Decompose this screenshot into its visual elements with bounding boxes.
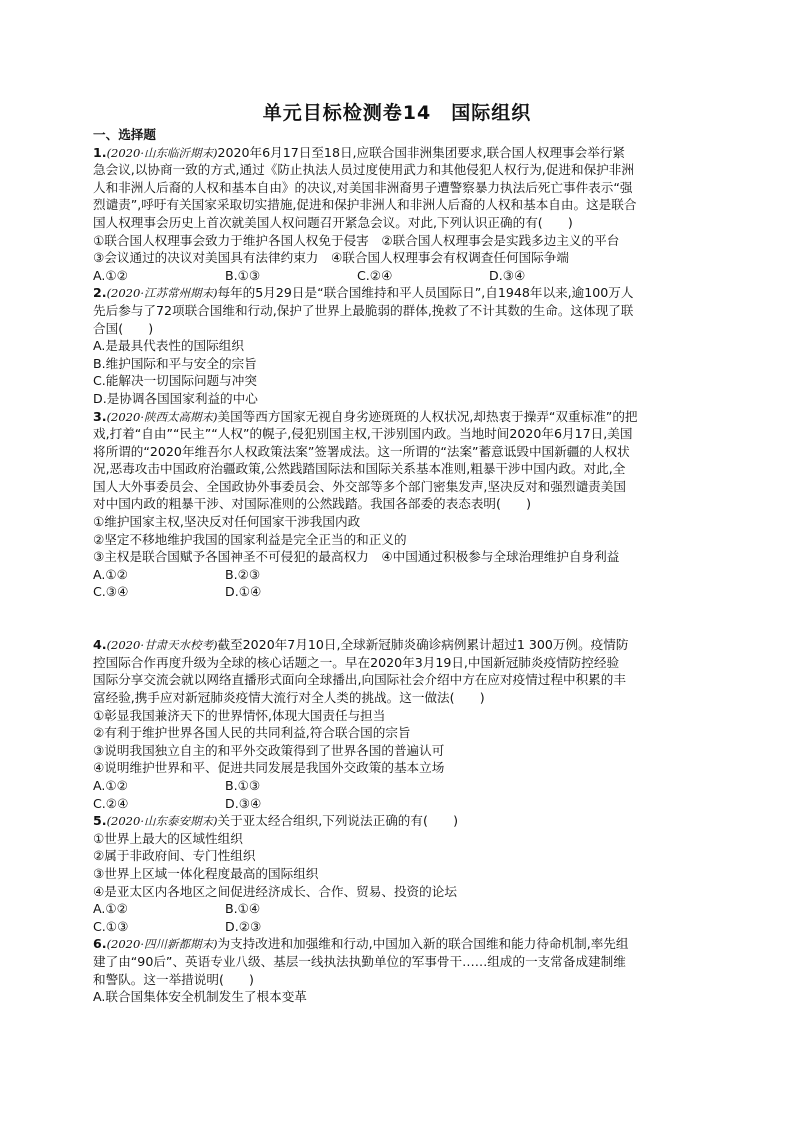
question-source: (2020·甘肃天水校考) (106, 638, 218, 653)
option-b: B.维护国际和平与安全的宗旨 (93, 355, 257, 371)
answer-options-row-2 (93, 795, 703, 813)
statement-item: ③主权是联合国赋予各国神圣不可侵犯的最高权力 ④中国通过积极参与全球治理维护自身利益 (93, 549, 620, 565)
option-a: A.①② (93, 777, 128, 793)
question-text: 美国等西方国家无视自身劣迹斑斑的人权状况,却热衷于操弄“双重标准”的把 (217, 408, 638, 424)
question-6 (93, 935, 703, 1005)
answer-options (93, 267, 703, 285)
question-text: 况,恶毒攻击中国政府治疆政策,公然践踏国际法和国际关系基本准则,粗暴干涉中国内政。对此,全 (93, 461, 626, 477)
question-text: 烈谴责”,呼吁有关国家采取切实措施,促进和保护非洲人和非洲人后裔的人权和基本自由。这是联合 (93, 197, 637, 213)
question-number: 4. (93, 637, 107, 653)
question-line (93, 284, 703, 302)
statement-item: ③世界上区域一体化程度最高的国际组织 (93, 865, 319, 881)
question-source: (2020·陕西太高期末) (106, 409, 218, 424)
option-d: D.是协调各国国家利益的中心 (93, 390, 258, 406)
question-text: 建了由“90后”、英语专业八级、基层一线执法执勤单位的军事骨干……组成的一支常备成建制维 (93, 953, 626, 969)
exam-content (93, 126, 703, 1006)
statement-item: ③说明我国独立自主的和平外交政策得到了世界各国的普遍认可 (93, 742, 445, 758)
question-source: (2020·山东临沂期末) (106, 145, 218, 160)
question-text: 关于亚太经合组织,下列说法正确的有( ) (217, 813, 458, 829)
statement-item: ②属于非政府间、专门性组织 (93, 848, 256, 864)
question-text: 国人大外事委员会、全国政协外事委员会、外交部等多个部门密集发声,坚决反对和强烈谴责美国 (93, 478, 626, 494)
question-number: 1. (93, 144, 107, 160)
answer-options-row-1 (93, 777, 703, 795)
statement-item: ③会议通过的决议对美国具有法律约束力 ④联合国人权理事会有权调查任何国际争端 (93, 250, 569, 266)
statement-item: ②坚定不移地维护我国的国家利益是完全正当的和正义的 (93, 531, 407, 547)
question-source: (2020·江苏常州期末) (106, 286, 218, 301)
question-line (93, 636, 703, 654)
option-c: C.②④ (357, 267, 393, 283)
section-heading: 一、选择题 (93, 127, 156, 142)
question-line (93, 935, 703, 953)
option-a: A.联合国集体安全机制发生了根本变革 (93, 989, 307, 1005)
question-source: (2020·山东泰安期末) (106, 814, 218, 829)
option-d: D.③④ (489, 267, 526, 283)
option-a: A.①② (93, 267, 128, 283)
question-1 (93, 144, 703, 285)
option-c: C.①③ (93, 918, 129, 934)
question-number: 2. (93, 285, 107, 301)
statement-item: ④说明维护世界和平、促进共同发展是我国外交政策的基本立场 (93, 760, 445, 776)
question-4 (93, 636, 703, 812)
option-d: D.①④ (225, 584, 262, 600)
option-b: B.①④ (225, 901, 261, 917)
question-text: 2020年6月17日至18日,应联合国非洲集团要求,联合国人权理事会举行紧 (217, 144, 626, 160)
question-line (93, 812, 703, 830)
statement-item: ①世界上最大的区域性组织 (93, 830, 243, 846)
question-number: 5. (93, 813, 107, 829)
statement-item: ①联合国人权理事会致力于维护各国人权免于侵害 ②联合国人权理事会是实践多边主义的平台 (93, 232, 620, 248)
question-number: 6. (93, 936, 107, 952)
option-c: C.能解决一切国际问题与冲突 (93, 373, 257, 389)
question-text: 国人权理事会历史上首次就美国人权问题召开紧急会议。对此,下列认识正确的有( ) (93, 214, 573, 230)
question-2 (93, 284, 703, 407)
answer-options-row-2 (93, 583, 703, 601)
question-text: 戏,打着“自由”“民主”“人权”的幌子,侵犯别国主权,干涉别国内政。当地时间2020年6月17日,美国 (93, 426, 633, 442)
question-number: 3. (93, 408, 107, 424)
option-a: A.是最具代表性的国际组织 (93, 338, 244, 354)
option-c: C.②④ (93, 795, 129, 811)
option-a: A.①② (93, 566, 128, 582)
option-d: D.②③ (225, 918, 262, 934)
question-text: 合国( ) (93, 320, 154, 336)
option-b: B.①③ (225, 777, 261, 793)
question-text: 截至2020年7月10日,全球新冠肺炎确诊病例累计超过1 300万例。疫情防 (217, 637, 629, 653)
option-a: A.①② (93, 901, 128, 917)
answer-options-row-1 (93, 900, 703, 918)
statement-item: ①维护国家主权,坚决反对任何国家干涉我国内政 (93, 514, 361, 530)
spacer (93, 619, 703, 637)
option-c: C.③④ (93, 584, 129, 600)
question-line (93, 408, 703, 426)
statement-item: ④是亚太区内各地区之间促进经济成长、合作、贸易、投资的论坛 (93, 883, 457, 899)
question-text: 对中国内政的粗暴干涉、对国际准则的公然践踏。我国各部委的表态表明( ) (93, 496, 532, 512)
question-text: 先后参与了72项联合国维和行动,保护了世界上最脆弱的群体,挽救了不计其数的生命。这体现了联 (93, 302, 634, 318)
question-text: 每年的5月29日是“联合国维持和平人员国际日”,自1948年以来,逾100万人 (217, 285, 634, 301)
question-line (93, 144, 703, 162)
page-title: 单元目标检测卷14 国际组织 (262, 102, 532, 124)
question-text: 急会议,以协商一致的方式,通过《防止执法人员过度使用武力和其他侵犯人权行为,促进和保护非洲 (93, 162, 634, 178)
answer-options-row-1 (93, 566, 703, 584)
option-d: D.③④ (225, 795, 262, 811)
statement-item: ①彰显我国兼济天下的世界情怀,体现大国责任与担当 (93, 707, 386, 723)
question-text: 为支持改进和加强维和行动,中国加入新的联合国维和能力待命机制,率先组 (217, 936, 629, 952)
question-5 (93, 812, 703, 935)
question-text: 人和非洲人后裔的人权和基本自由》的决议,对美国非洲裔男子遭警察暴力执法后死亡事件表示“强 (93, 179, 633, 195)
question-source: (2020·四川新都期末) (106, 937, 218, 952)
option-b: B.①③ (225, 267, 261, 283)
question-text: 和警队。这一举措说明( ) (93, 971, 254, 987)
question-3 (93, 408, 703, 602)
statement-item: ②有利于维护世界各国人民的共同利益,符合联合国的宗旨 (93, 725, 411, 741)
answer-options-row-2 (93, 918, 703, 936)
question-text: 国际分享交流会就以网络直播形式面向全球播出,向国际社会介绍中方在应对疫情过程中积累的丰 (93, 672, 626, 688)
spacer (93, 601, 703, 619)
question-text: 将所谓的“2020年维吾尔人权政策法案”签署成法。这一所谓的“法案”蓄意诋毁中国新疆的人权状 (93, 443, 630, 459)
question-text: 富经验,携手应对新冠肺炎疫情大流行对全人类的挑战。这一做法( ) (93, 690, 485, 705)
option-b: B.②③ (225, 566, 261, 582)
question-text: 控国际合作再度升级为全球的核心话题之一。早在2020年3月19日,中国新冠肺炎疫情防控经验 (93, 654, 620, 670)
